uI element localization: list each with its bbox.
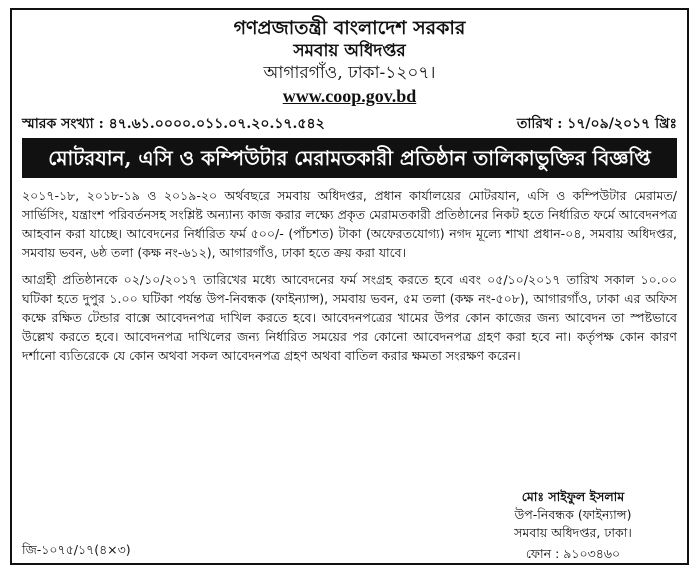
- notice-code: জি-১০৭৫/১৭(৪×৩): [22, 542, 131, 557]
- signatory-phone: ফোন : ৯১০৩৪৬০: [525, 546, 621, 561]
- notice-title: মোটরযান, এসি ও কম্পিউটার মেরামতকারী প্রতিষ্ঠান তালিকাভুক্তির বিজ্ঞপ্তি: [22, 138, 677, 178]
- notice-page: [10, 8, 689, 565]
- signatory-designation: উপ-নিবন্ধক (ফাইন্যান্স): [514, 507, 632, 522]
- department-name: সমবায় অধিদপ্তর: [293, 41, 406, 61]
- signatory-office: সমবায় অধিদপ্তর, ঢাকা।: [514, 525, 632, 540]
- website-link[interactable]: www.coop.gov.bd: [282, 86, 417, 106]
- government-name: গণপ্রজাতন্ত্রী বাংলাদেশ সরকার: [233, 17, 466, 39]
- notice-paragraph-2: আগ্রহী প্রতিষ্ঠানকে ০২/১০/২০১৭ তারিখের মধ্যে আবেদনের ফর্ম সংগ্রহ করতে হবে এবং ০৫/১০/২০১৭ তারিখ সকাল ১০.০০ ঘটিকা হতে দুপুর ১.০০ ঘটিকা পর্যন্ত উপ-নিবন্ধক (ফাইন্যান্স), সমবায় ভবন, ৫ম তলা (কক্ষ নং-৫০৮), আগারগাঁও, ঢাকা এর অফিস কক্ষে রক্ষিত টেন্ডার বাক্সে আবেদনপত্র দাখিল করতে হবে। আবেদনপত্রের খামের উপর কোন কাজের জন্য আবেদন তা স্পষ্টভাবে উল্লেখ করতে হবে। আবেদনপত্র দাখিলের জন্য নির্ধারিত সময়ের পর কোনো আবেদনপত্র গ্রহণ করা হবে না। কর্তৃপক্ষ কোন কারণ দর্শানো ব্যতিরেকে যে কোন অথবা সকল আবেদনপত্র গ্রহণ অথবা বাতিল করার ক্ষমতা সংরক্ষণ করেন।: [22, 272, 677, 363]
- notice-header: [12, 16, 687, 108]
- notice-paragraph-1: ২০১৭-১৮, ২০১৮-১৯ ও ২০১৯-২০ অর্থবছরে সমবায় অধিদপ্তর, প্রধান কার্যালয়ের মোটরযান, এসি ও কম্পিউটার মেরামত/সার্ভিসিং, যন্ত্রাংশ পরিবর্তনসহ সংশ্লিষ্ট অন্যান্য কাজ করার লক্ষ্যে প্রকৃত মেরামতকারী প্রতিষ্ঠানের নিকট হতে নির্ধারিত ফর্মে আবেদনপত্র আহবান করা যাচ্ছে। আবেদনের নির্ধারিত ফর্ম ৫০০/- (পাঁচশত) টাকা (অফেরতযোগ্য) নগদ মূল্যে শাখা প্রধান-০৪, সমবায় অধিদপ্তর, সমবায় ভবন, ৬ষ্ঠ তলা (কক্ষ নং-৬১২), আগারগাঁও, ঢাকা হতে ক্রয় করা যাবে।: [22, 188, 677, 260]
- department-address: আগারগাঁও, ঢাকা-১২০৭।: [263, 63, 436, 83]
- signatory-name: মোঃ সাইফুল ইসলাম: [521, 489, 625, 504]
- notice-date: তারিখ : ১৭/০৯/২০১৭ খ্রিঃ: [516, 116, 677, 132]
- signature-block: [473, 488, 673, 542]
- reference-row: [12, 108, 687, 134]
- memo-number: স্মারক সংখ্যা : ৪৭.৬১.০০০০.০১১.০৭.২০.১৭.৫৪২: [22, 116, 325, 132]
